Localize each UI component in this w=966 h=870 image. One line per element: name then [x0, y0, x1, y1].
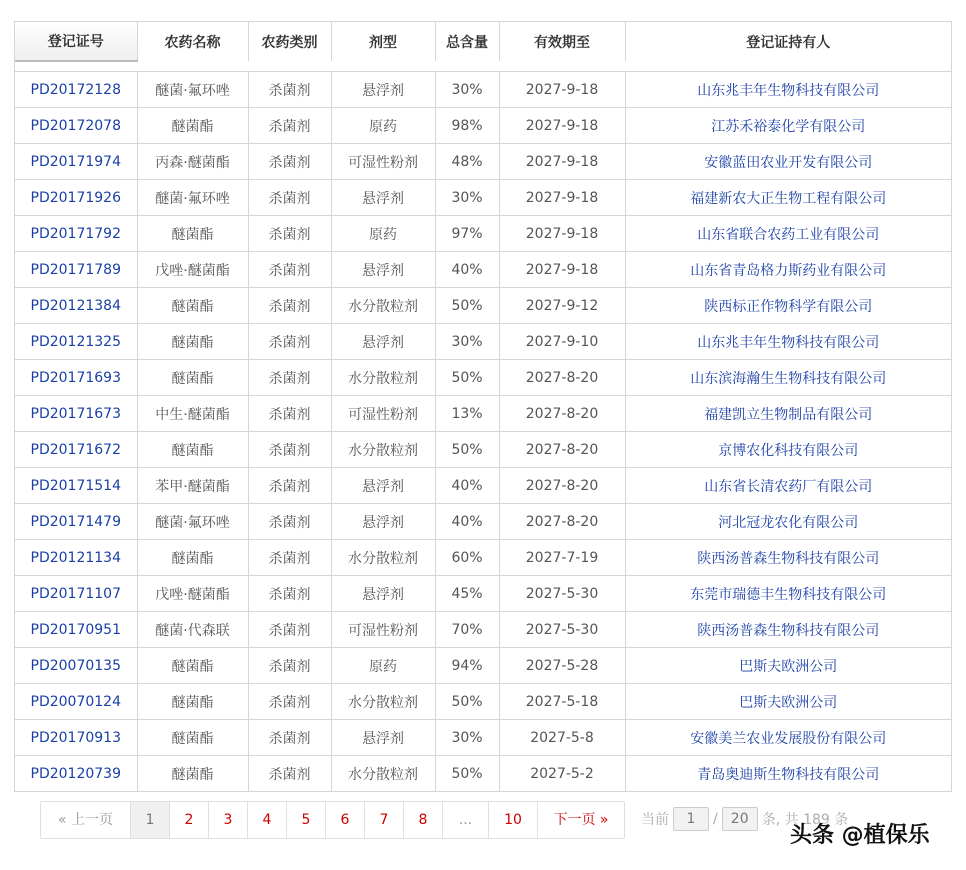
expiry-cell: 2027-8-20 — [499, 468, 625, 504]
pesticide-name-cell: 醚菌酯 — [137, 648, 248, 684]
header-content: 总含量 — [435, 22, 499, 61]
pesticide-name-cell: 丙森·醚菌酯 — [137, 144, 248, 180]
category-cell: 杀菌剂 — [248, 288, 331, 324]
table-row — [15, 360, 951, 396]
content-cell: 40% — [435, 252, 499, 288]
content-cell: 50% — [435, 288, 499, 324]
pesticide-name-cell: 醚菌·氟环唑 — [137, 72, 248, 108]
content-cell: 50% — [435, 684, 499, 720]
pesticide-name-cell: 醚菌酯 — [137, 432, 248, 468]
reg-no-cell[interactable]: PD20170913 — [15, 720, 137, 756]
expiry-cell: 2027-5-18 — [499, 684, 625, 720]
pesticide-name-cell: 醚菌·氟环唑 — [137, 180, 248, 216]
table-row — [15, 216, 951, 252]
content-cell: 50% — [435, 432, 499, 468]
holder-cell[interactable]: 陕西汤普森生物科技有限公司 — [625, 612, 951, 648]
category-cell: 杀菌剂 — [248, 252, 331, 288]
formulation-cell: 可湿性粉剂 — [331, 144, 435, 180]
reg-no-cell[interactable]: PD20171693 — [15, 360, 137, 396]
current-page: 1 — [130, 802, 169, 838]
reg-no-cell[interactable]: PD20171479 — [15, 504, 137, 540]
table-row — [15, 468, 951, 504]
category-cell: 杀菌剂 — [248, 432, 331, 468]
holder-cell[interactable]: 山东省联合农药工业有限公司 — [625, 216, 951, 252]
formulation-cell: 可湿性粉剂 — [331, 396, 435, 432]
formulation-cell: 水分散粒剂 — [331, 540, 435, 576]
table-header-row — [15, 22, 951, 61]
formulation-cell: 原药 — [331, 216, 435, 252]
pesticide-name-cell: 醚菌酯 — [137, 324, 248, 360]
formulation-cell: 悬浮剂 — [331, 468, 435, 504]
pesticide-name-cell: 醚菌酯 — [137, 108, 248, 144]
category-cell: 杀菌剂 — [248, 324, 331, 360]
table-row — [15, 612, 951, 648]
category-cell: 杀菌剂 — [248, 468, 331, 504]
formulation-cell: 原药 — [331, 108, 435, 144]
expiry-cell: 2027-5-30 — [499, 576, 625, 612]
header-spacer-row — [15, 61, 951, 72]
category-cell: 杀菌剂 — [248, 180, 331, 216]
table-row — [15, 720, 951, 756]
category-cell: 杀菌剂 — [248, 756, 331, 792]
page-link-8[interactable]: 8 — [403, 802, 442, 838]
holder-cell[interactable]: 福建凯立生物制品有限公司 — [625, 396, 951, 432]
pesticide-name-cell: 苯甲·醚菌酯 — [137, 468, 248, 504]
pesticide-name-cell: 醚菌·氟环唑 — [137, 504, 248, 540]
expiry-cell: 2027-5-28 — [499, 648, 625, 684]
content-cell: 97% — [435, 216, 499, 252]
reg-no-cell[interactable]: PD20171926 — [15, 180, 137, 216]
reg-no-cell[interactable]: PD20171672 — [15, 432, 137, 468]
pesticide-name-cell: 醚菌·代森联 — [137, 612, 248, 648]
spacer-cell — [15, 61, 951, 72]
content-cell: 13% — [435, 396, 499, 432]
expiry-cell: 2027-9-18 — [499, 72, 625, 108]
pesticide-name-cell: 醚菌酯 — [137, 540, 248, 576]
expiry-cell: 2027-5-2 — [499, 756, 625, 792]
holder-cell[interactable]: 山东省长清农药厂有限公司 — [625, 468, 951, 504]
category-cell: 杀菌剂 — [248, 108, 331, 144]
table-row — [15, 576, 951, 612]
formulation-cell: 悬浮剂 — [331, 720, 435, 756]
content-cell: 30% — [435, 720, 499, 756]
reg-no-cell[interactable]: PD20171974 — [15, 144, 137, 180]
formulation-cell: 水分散粒剂 — [331, 756, 435, 792]
reg-no-cell[interactable]: PD20070135 — [15, 648, 137, 684]
content-cell: 45% — [435, 576, 499, 612]
prev-page-button[interactable]: « 上一页 — [57, 812, 113, 828]
content-cell: 30% — [435, 324, 499, 360]
category-cell: 杀菌剂 — [248, 216, 331, 252]
reg-no-cell[interactable]: PD20172078 — [15, 108, 137, 144]
holder-cell[interactable]: 巴斯夫欧洲公司 — [625, 684, 951, 720]
expiry-cell: 2027-9-18 — [499, 252, 625, 288]
pesticide-name-cell: 戊唑·醚菌酯 — [137, 252, 248, 288]
category-cell: 杀菌剂 — [248, 72, 331, 108]
formulation-cell: 可湿性粉剂 — [331, 612, 435, 648]
reg-no-cell[interactable]: PD20121384 — [15, 288, 137, 324]
pesticide-name-cell: 醚菌酯 — [137, 684, 248, 720]
formulation-cell: 悬浮剂 — [331, 504, 435, 540]
page-size-input[interactable]: 20 — [722, 807, 758, 831]
formulation-cell: 水分散粒剂 — [331, 360, 435, 396]
reg-no-cell[interactable]: PD20172128 — [15, 72, 137, 108]
jump-prefix: 当前 — [641, 812, 669, 828]
page-link-5[interactable]: 5 — [286, 802, 325, 838]
table-row — [15, 540, 951, 576]
page-link-7[interactable]: 7 — [364, 802, 403, 838]
holder-cell[interactable]: 福建新农大正生物工程有限公司 — [625, 180, 951, 216]
content-cell: 30% — [435, 180, 499, 216]
content-cell: 60% — [435, 540, 499, 576]
holder-cell[interactable]: 陕西标正作物科学有限公司 — [625, 288, 951, 324]
table-row — [15, 684, 951, 720]
content-cell: 98% — [435, 108, 499, 144]
category-cell: 杀菌剂 — [248, 396, 331, 432]
pesticide-name-cell: 中生·醚菌酯 — [137, 396, 248, 432]
table-row — [15, 108, 951, 144]
expiry-cell: 2027-9-10 — [499, 324, 625, 360]
pesticide-name-cell: 醚菌酯 — [137, 720, 248, 756]
reg-no-cell[interactable]: PD20171514 — [15, 468, 137, 504]
pesticide-name-cell: 醚菌酯 — [137, 216, 248, 252]
reg-no-cell[interactable]: PD20070124 — [15, 684, 137, 720]
header-reg-no[interactable]: 登记证号 — [15, 22, 137, 61]
table-row — [15, 180, 951, 216]
table-row — [15, 144, 951, 180]
reg-no-cell[interactable]: PD20121134 — [15, 540, 137, 576]
category-cell: 杀菌剂 — [248, 684, 331, 720]
content-cell: 50% — [435, 360, 499, 396]
expiry-cell: 2027-8-20 — [499, 504, 625, 540]
content-cell: 50% — [435, 756, 499, 792]
expiry-cell: 2027-7-19 — [499, 540, 625, 576]
reg-no-cell[interactable]: PD20171107 — [15, 576, 137, 612]
pagination-ellipsis: ... — [442, 802, 488, 838]
expiry-cell: 2027-5-30 — [499, 612, 625, 648]
holder-cell[interactable]: 山东兆丰年生物科技有限公司 — [625, 72, 951, 108]
reg-no-cell[interactable]: PD20171673 — [15, 396, 137, 432]
expiry-cell: 2027-8-20 — [499, 360, 625, 396]
table-row — [15, 756, 951, 792]
registration-table — [15, 22, 951, 791]
formulation-cell: 水分散粒剂 — [331, 432, 435, 468]
page-link-4[interactable]: 4 — [247, 802, 286, 838]
header-pesticide-name: 农药名称 — [137, 22, 248, 61]
holder-cell[interactable]: 山东省青岛格力斯药业有限公司 — [625, 252, 951, 288]
page-link-10[interactable]: 10 — [488, 802, 537, 838]
holder-cell[interactable]: 山东兆丰年生物科技有限公司 — [625, 324, 951, 360]
content-cell: 70% — [435, 612, 499, 648]
table-row — [15, 288, 951, 324]
table-row — [15, 72, 951, 108]
expiry-cell: 2027-9-18 — [499, 180, 625, 216]
table-row — [15, 432, 951, 468]
header-expiry: 有效期至 — [499, 22, 625, 61]
formulation-cell: 原药 — [331, 648, 435, 684]
header-formulation: 剂型 — [331, 22, 435, 61]
reg-no-cell[interactable]: PD20120739 — [30, 765, 121, 782]
category-cell: 杀菌剂 — [248, 504, 331, 540]
content-cell: 30% — [435, 72, 499, 108]
holder-cell[interactable]: 陕西汤普森生物科技有限公司 — [625, 540, 951, 576]
pesticide-name-cell: 醚菌酯 — [137, 288, 248, 324]
pesticide-name-cell: 醚菌酯 — [137, 360, 248, 396]
formulation-cell: 悬浮剂 — [331, 180, 435, 216]
category-cell: 杀菌剂 — [248, 540, 331, 576]
expiry-cell: 2027-9-12 — [499, 288, 625, 324]
category-cell: 杀菌剂 — [248, 360, 331, 396]
expiry-cell: 2027-5-8 — [499, 720, 625, 756]
table-row — [15, 252, 951, 288]
holder-cell[interactable]: 河北冠龙农化有限公司 — [625, 504, 951, 540]
content-cell: 40% — [435, 504, 499, 540]
content-cell: 94% — [435, 648, 499, 684]
registration-table-container — [14, 21, 952, 792]
formulation-cell: 悬浮剂 — [331, 324, 435, 360]
formulation-cell: 水分散粒剂 — [331, 684, 435, 720]
reg-no-cell[interactable]: PD20171792 — [15, 216, 137, 252]
formulation-cell: 悬浮剂 — [331, 252, 435, 288]
category-cell: 杀菌剂 — [248, 144, 331, 180]
next-page-button[interactable]: 下一页 » — [537, 802, 624, 838]
category-cell: 杀菌剂 — [248, 576, 331, 612]
table-row — [15, 648, 951, 684]
formulation-cell: 悬浮剂 — [331, 576, 435, 612]
holder-cell[interactable]: 京博农化科技有限公司 — [625, 432, 951, 468]
holder-cell[interactable]: 青岛奥迪斯生物科技有限公司 — [625, 756, 951, 792]
expiry-cell: 2027-8-20 — [499, 432, 625, 468]
category-cell: 杀菌剂 — [248, 612, 331, 648]
reg-no-cell[interactable]: PD20170951 — [15, 612, 137, 648]
formulation-cell: 悬浮剂 — [331, 72, 435, 108]
jump-suffix: 条, 共 189 条 — [761, 812, 849, 828]
holder-cell[interactable]: 安徽美兰农业发展股份有限公司 — [625, 720, 951, 756]
pagination — [40, 801, 625, 839]
table-row — [15, 396, 951, 432]
holder-cell[interactable]: 山东滨海瀚生生物科技有限公司 — [625, 360, 951, 396]
header-holder: 登记证持有人 — [625, 22, 951, 61]
header-category: 农药类别 — [248, 22, 331, 61]
page-link-6[interactable]: 6 — [325, 802, 364, 838]
jump-separator: / — [713, 811, 718, 827]
category-cell: 杀菌剂 — [248, 648, 331, 684]
content-cell: 48% — [435, 144, 499, 180]
table-row — [15, 324, 951, 360]
page-link-2[interactable]: 2 — [169, 802, 208, 838]
holder-cell[interactable]: 东莞市瑞德丰生物科技有限公司 — [625, 576, 951, 612]
page-link-3[interactable]: 3 — [208, 802, 247, 838]
pesticide-name-cell: 醚菌酯 — [137, 756, 248, 792]
pesticide-name-cell: 戊唑·醚菌酯 — [137, 576, 248, 612]
current-page-input[interactable]: 1 — [673, 807, 709, 831]
expiry-cell: 2027-9-18 — [499, 144, 625, 180]
expiry-cell: 2027-9-18 — [499, 108, 625, 144]
watermark: 头条 @植保乐 — [790, 823, 930, 848]
reg-no-cell[interactable]: PD20121325 — [15, 324, 137, 360]
reg-no-cell[interactable]: PD20171789 — [15, 252, 137, 288]
holder-cell[interactable]: 安徽蓝田农业开发有限公司 — [625, 144, 951, 180]
formulation-cell: 水分散粒剂 — [331, 288, 435, 324]
expiry-cell: 2027-9-18 — [499, 216, 625, 252]
expiry-cell: 2027-8-20 — [499, 396, 625, 432]
category-cell: 杀菌剂 — [248, 720, 331, 756]
table-row — [15, 504, 951, 540]
content-cell: 40% — [435, 468, 499, 504]
holder-cell[interactable]: 巴斯夫欧洲公司 — [625, 648, 951, 684]
holder-cell[interactable]: 江苏禾裕泰化学有限公司 — [625, 108, 951, 144]
